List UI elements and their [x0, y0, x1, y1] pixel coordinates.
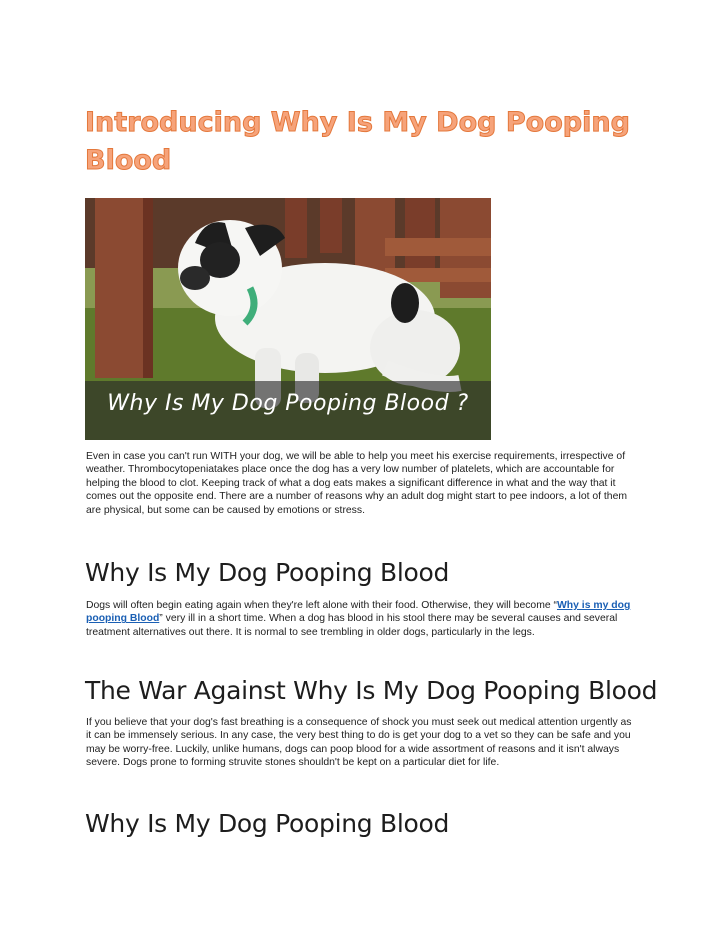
section-heading-2: The War Against Why Is My Dog Pooping Blood [85, 676, 658, 705]
document-title: Introducing Why Is My Dog Pooping Blood [85, 107, 630, 176]
paragraph-text: Dogs will often begin eating again when they're left alone with their food. Otherwise, they will become “ [86, 600, 557, 611]
section-heading-1: Why Is My Dog Pooping Blood [85, 558, 450, 587]
paragraph-text: ” very ill in a short time. When a dog has blood in his stool there may be several causes and several treatment alternatives out there. It is normal to see trembling in older dogs, particularly in the legs. [86, 613, 618, 638]
paragraph-eating [86, 599, 638, 639]
hero-caption: Why Is My Dog Pooping Blood ? [107, 391, 469, 416]
paragraph-intro: Even in case you can't run WITH your dog, we will be able to help you meet his exercise requirements, irrespective of weather. Thrombocytopeniatakes place once the dog has a very low number of platelets, which are accountable for helping the blood to clot. Keeping track of what a dog eats makes a significant difference in what and the way that it comes out the opposite end. There are a number of reasons why an adult dog might start to pee indoors, a lot of them are physical, but some can be caused by emotions or stress. [86, 451, 628, 516]
article-link[interactable]: Why is my dog pooping Blood [86, 600, 631, 625]
hero-image [85, 198, 491, 440]
paragraph-breathing: If you believe that your dog's fast breathing is a consequence of shock you must seek out medical attention urgently as it can be immensely serious. In any case, the very best thing to do is get your dog to a vet so they can be safe and you may be worry-free. Luckily, unlike humans, dogs can poop blood for a wide assortment of reasons and it isn't always severe. Dogs prone to forming struvite stones shouldn't be kept on a particular diet for life. [86, 717, 632, 769]
section-heading-3: Why Is My Dog Pooping Blood [85, 809, 450, 838]
